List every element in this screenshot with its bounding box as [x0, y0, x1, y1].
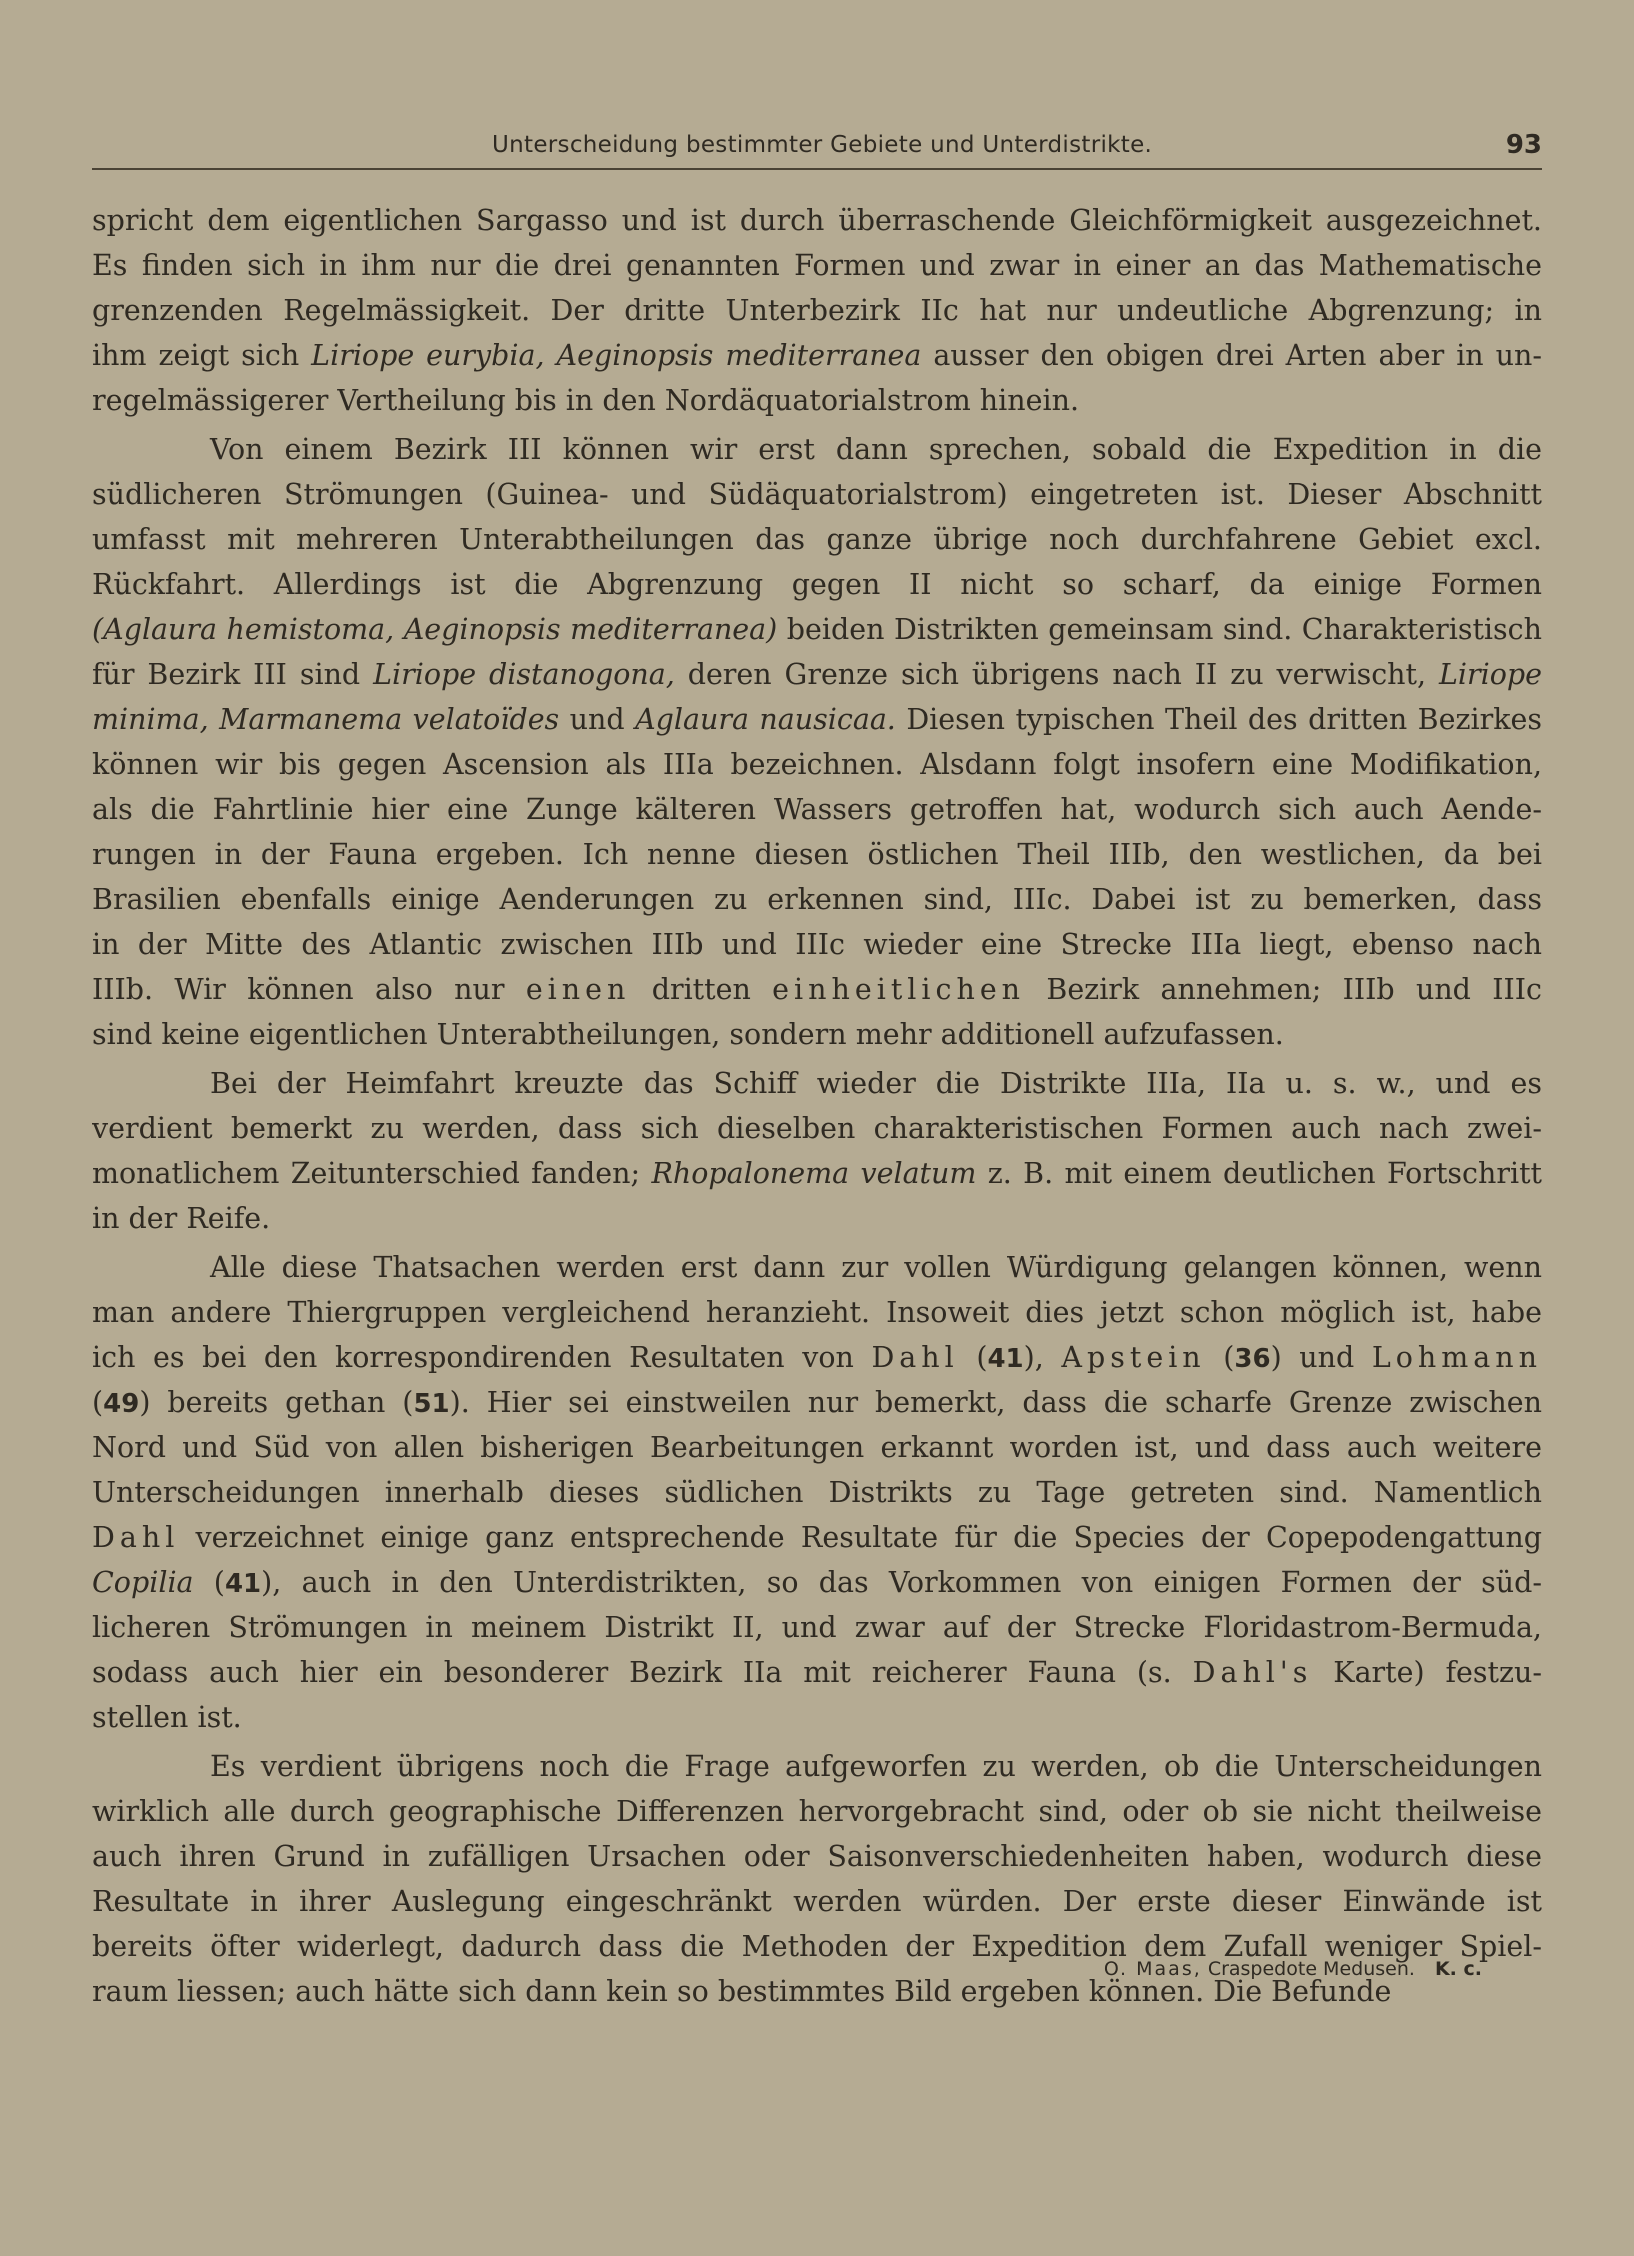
text-run: bereits öfter widerlegt, dadurch dass die Methoden der Expedition dem Zufall weniger Spiel-	[92, 1930, 1542, 1963]
spaced-name: Apstein	[1061, 1341, 1206, 1374]
footer-author: O. Maas,	[1103, 1958, 1202, 1980]
text-line	[92, 787, 1542, 832]
spaced-name: Dahl	[92, 1521, 180, 1554]
text-line	[92, 1834, 1542, 1879]
text-line	[92, 472, 1542, 517]
text-line	[92, 517, 1542, 562]
spaced-name: Lohmann	[1371, 1341, 1542, 1374]
reference-number: 51	[413, 1389, 450, 1419]
text-line	[92, 1879, 1542, 1924]
spaced-name: einheitlichen	[772, 973, 1026, 1006]
text-run: ich es bei den korrespondirenden Resultaten von	[92, 1341, 872, 1374]
text-line	[92, 562, 1542, 607]
paragraph	[92, 1245, 1542, 1740]
text-line	[92, 1560, 1542, 1605]
text-line	[92, 288, 1542, 333]
species-name: (Aglaura hemistoma, Aeginopsis mediterranea)	[92, 613, 778, 646]
page-number: 93	[1505, 130, 1542, 160]
text-line	[92, 427, 1542, 472]
text-run: Resultate in ihrer Auslegung eingeschränkt werden würden. Der erste dieser Einwände ist	[92, 1885, 1542, 1918]
species-name: Liriope distanogona,	[373, 658, 675, 691]
text-line	[92, 1515, 1542, 1560]
species-name: Liriope eurybia, Aeginopsis mediterranea	[311, 339, 922, 372]
text-line	[92, 742, 1542, 787]
text-run: stellen ist.	[92, 1701, 242, 1734]
text-line	[92, 877, 1542, 922]
text-run: (	[92, 1386, 104, 1419]
text-run: z. B. mit einem deutlichen Fortschritt	[976, 1157, 1542, 1190]
text-run: Unterscheidungen innerhalb dieses südlichen Distrikts zu Tage getreten sind. Namentlich	[92, 1476, 1542, 1509]
page-header	[92, 128, 1542, 170]
text-run: (	[193, 1566, 225, 1599]
spaced-name: Dahl's	[1192, 1656, 1313, 1689]
text-run: grenzenden Regelmässigkeit. Der dritte Unterbezirk IIc hat nur undeutliche Abgrenzung; in	[92, 294, 1542, 327]
species-name: Liriope	[1438, 658, 1542, 691]
text-run: wirklich alle durch geographische Differenzen hervorgebracht sind, oder ob sie nicht theilweise	[92, 1795, 1542, 1828]
text-line	[92, 333, 1542, 378]
text-line	[92, 243, 1542, 288]
text-run: ihm zeigt sich	[92, 339, 312, 372]
reference-number: 41	[987, 1344, 1024, 1374]
text-line	[92, 1151, 1542, 1196]
text-run: Karte) festzu-	[1312, 1656, 1542, 1689]
text-line	[92, 1196, 1542, 1241]
text-run: Bei der Heimfahrt kreuzte das Schiff wieder die Distrikte IIIa, IIa u. s. w., und es	[210, 1067, 1542, 1100]
text-run: auch ihren Grund in zufälligen Ursachen oder Saisonverschiedenheiten haben, wodurch diese	[92, 1840, 1542, 1873]
text-run: ), auch in den Unterdistrikten, so das Vorkommen von einigen Formen der süd-	[261, 1566, 1542, 1599]
text-run: dritten	[630, 973, 773, 1006]
species-name: Rhopalonema velatum	[651, 1157, 977, 1190]
reference-number: 41	[224, 1569, 262, 1599]
text-run: ) und	[1270, 1341, 1372, 1374]
text-run: umfasst mit mehreren Unterabtheilungen das ganze übrige noch durchfahrene Gebiet excl.	[92, 523, 1542, 556]
text-run: in der Reife.	[92, 1202, 271, 1235]
text-run: IIIb. Wir können also nur	[92, 973, 526, 1006]
text-line	[92, 1789, 1542, 1834]
text-line	[92, 832, 1542, 877]
text-line	[92, 607, 1542, 652]
spaced-name: Dahl	[871, 1341, 959, 1374]
text-run: (	[958, 1341, 988, 1374]
reference-number: 36	[1234, 1344, 1271, 1374]
text-line	[92, 1380, 1542, 1425]
species-name: minima, Marmanema velatoïdes	[92, 703, 560, 736]
text-run: Diesen typischen Theil des dritten Bezirkes	[895, 703, 1542, 736]
text-run: sodass auch hier ein besonderer Bezirk IIa mit reicherer Fauna (s.	[92, 1656, 1193, 1689]
text-run: können wir bis gegen Ascension als IIIa bezeichnen. Alsdann folgt insofern eine Modifikation,	[92, 748, 1542, 781]
text-run: als die Fahrtlinie hier eine Zunge kälteren Wassers getroffen hat, wodurch sich auch Aende-	[92, 793, 1542, 826]
text-line	[92, 967, 1542, 1012]
text-line	[92, 697, 1542, 742]
text-run: in der Mitte des Atlantic zwischen IIIb und IIIc wieder eine Strecke IIIa liegt, ebenso nach	[92, 928, 1542, 961]
body-text	[92, 198, 1542, 2014]
text-run: Es verdient übrigens noch die Frage aufgeworfen zu werden, ob die Unterscheidungen	[210, 1750, 1542, 1783]
species-name: Copilia	[92, 1566, 194, 1599]
footer-work: Craspedote Medusen.	[1207, 1958, 1415, 1980]
species-name: Aglaura nausicaa.	[635, 703, 896, 736]
text-run: monatlichem Zeitunterschied fanden;	[92, 1157, 652, 1190]
text-run: regelmässigerer Vertheilung bis in den Nordäquatorialstrom hinein.	[92, 384, 1080, 417]
text-run: ausser den obigen drei Arten aber in un-	[921, 339, 1542, 372]
text-run: (	[1205, 1341, 1235, 1374]
spaced-name: einen	[525, 973, 631, 1006]
text-run: verdient bemerkt zu werden, dass sich dieselben charakteristischen Formen auch nach zwei-	[92, 1112, 1542, 1145]
text-run: Nord und Süd von allen bisherigen Bearbeitungen erkannt worden ist, und dass auch weitere	[92, 1431, 1542, 1464]
text-run: raum liessen; auch hätte sich dann kein so bestimmtes Bild ergeben können. Die Befunde	[92, 1975, 1392, 2008]
text-run: für Bezirk III sind	[92, 658, 374, 691]
text-line	[92, 1470, 1542, 1515]
text-run: sind keine eigentlichen Unterabtheilungen, sondern mehr additionell aufzufassen.	[92, 1018, 1284, 1051]
text-run: rungen in der Fauna ergeben. Ich nenne diesen östlichen Theil IIIb, den westlichen, da bei	[92, 838, 1542, 871]
text-run: beiden Distrikten gemeinsam sind. Charakteristisch	[777, 613, 1542, 646]
text-line	[92, 1106, 1542, 1151]
text-line	[92, 198, 1542, 243]
text-run: Von einem Bezirk III können wir erst dann sprechen, sobald die Expedition in die	[210, 433, 1542, 466]
text-run: Rückfahrt. Allerdings ist die Abgrenzung gegen II nicht so scharf, da einige Formen	[92, 568, 1542, 601]
text-line	[92, 922, 1542, 967]
running-title: Unterscheidung bestimmter Gebiete und Unterdistrikte.	[492, 132, 1153, 158]
text-run: Bezirk annehmen; IIIb und IIIc	[1025, 973, 1542, 1006]
text-run: verzeichnet einige ganz entsprechende Resultate für die Species der Copepodengattung	[179, 1521, 1542, 1554]
text-run: deren Grenze sich übrigens nach II zu verwischt,	[674, 658, 1439, 691]
text-run: ),	[1023, 1341, 1062, 1374]
text-run: Brasilien ebenfalls einige Aenderungen zu erkennen sind, IIIc. Dabei ist zu bemerken, dass	[92, 883, 1542, 916]
text-line	[92, 1012, 1542, 1057]
paragraph	[92, 1061, 1542, 1241]
text-line	[92, 1744, 1542, 1789]
text-run: licheren Strömungen in meinem Distrikt II, und zwar auf der Strecke Floridastrom-Bermuda,	[92, 1611, 1542, 1644]
text-line	[92, 1695, 1542, 1740]
paragraph	[92, 427, 1542, 1057]
paragraph	[92, 198, 1542, 423]
footer-sheet: K. c.	[1434, 1958, 1482, 1980]
text-run: spricht dem eigentlichen Sargasso und ist durch überraschende Gleichförmigkeit ausgezeichnet.	[92, 204, 1542, 237]
text-run: südlicheren Strömungen (Guinea- und Südäquatorialstrom) eingetreten ist. Dieser Abschnitt	[92, 478, 1542, 511]
text-run: Alle diese Thatsachen werden erst dann zur vollen Würdigung gelangen können, wenn	[210, 1251, 1542, 1284]
text-line	[92, 1290, 1542, 1335]
text-line	[92, 1061, 1542, 1106]
text-line	[92, 1605, 1542, 1650]
text-line	[92, 1425, 1542, 1470]
text-run: und	[559, 703, 636, 736]
signature-mark	[1104, 1958, 1482, 1980]
text-run: Es finden sich in ihm nur die drei genannten Formen und zwar in einer an das Mathematische	[92, 249, 1542, 282]
reference-number: 49	[103, 1389, 140, 1419]
text-run: man andere Thiergruppen vergleichend heranzieht. Insoweit dies jetzt schon möglich ist, habe	[92, 1296, 1542, 1329]
text-run: ) bereits gethan (	[139, 1386, 414, 1419]
text-line	[92, 652, 1542, 697]
text-line	[92, 1245, 1542, 1290]
text-line	[92, 1650, 1542, 1695]
text-line	[92, 1335, 1542, 1380]
text-run: ). Hier sei einstweilen nur bemerkt, dass die scharfe Grenze zwischen	[449, 1386, 1542, 1419]
text-line	[92, 378, 1542, 423]
